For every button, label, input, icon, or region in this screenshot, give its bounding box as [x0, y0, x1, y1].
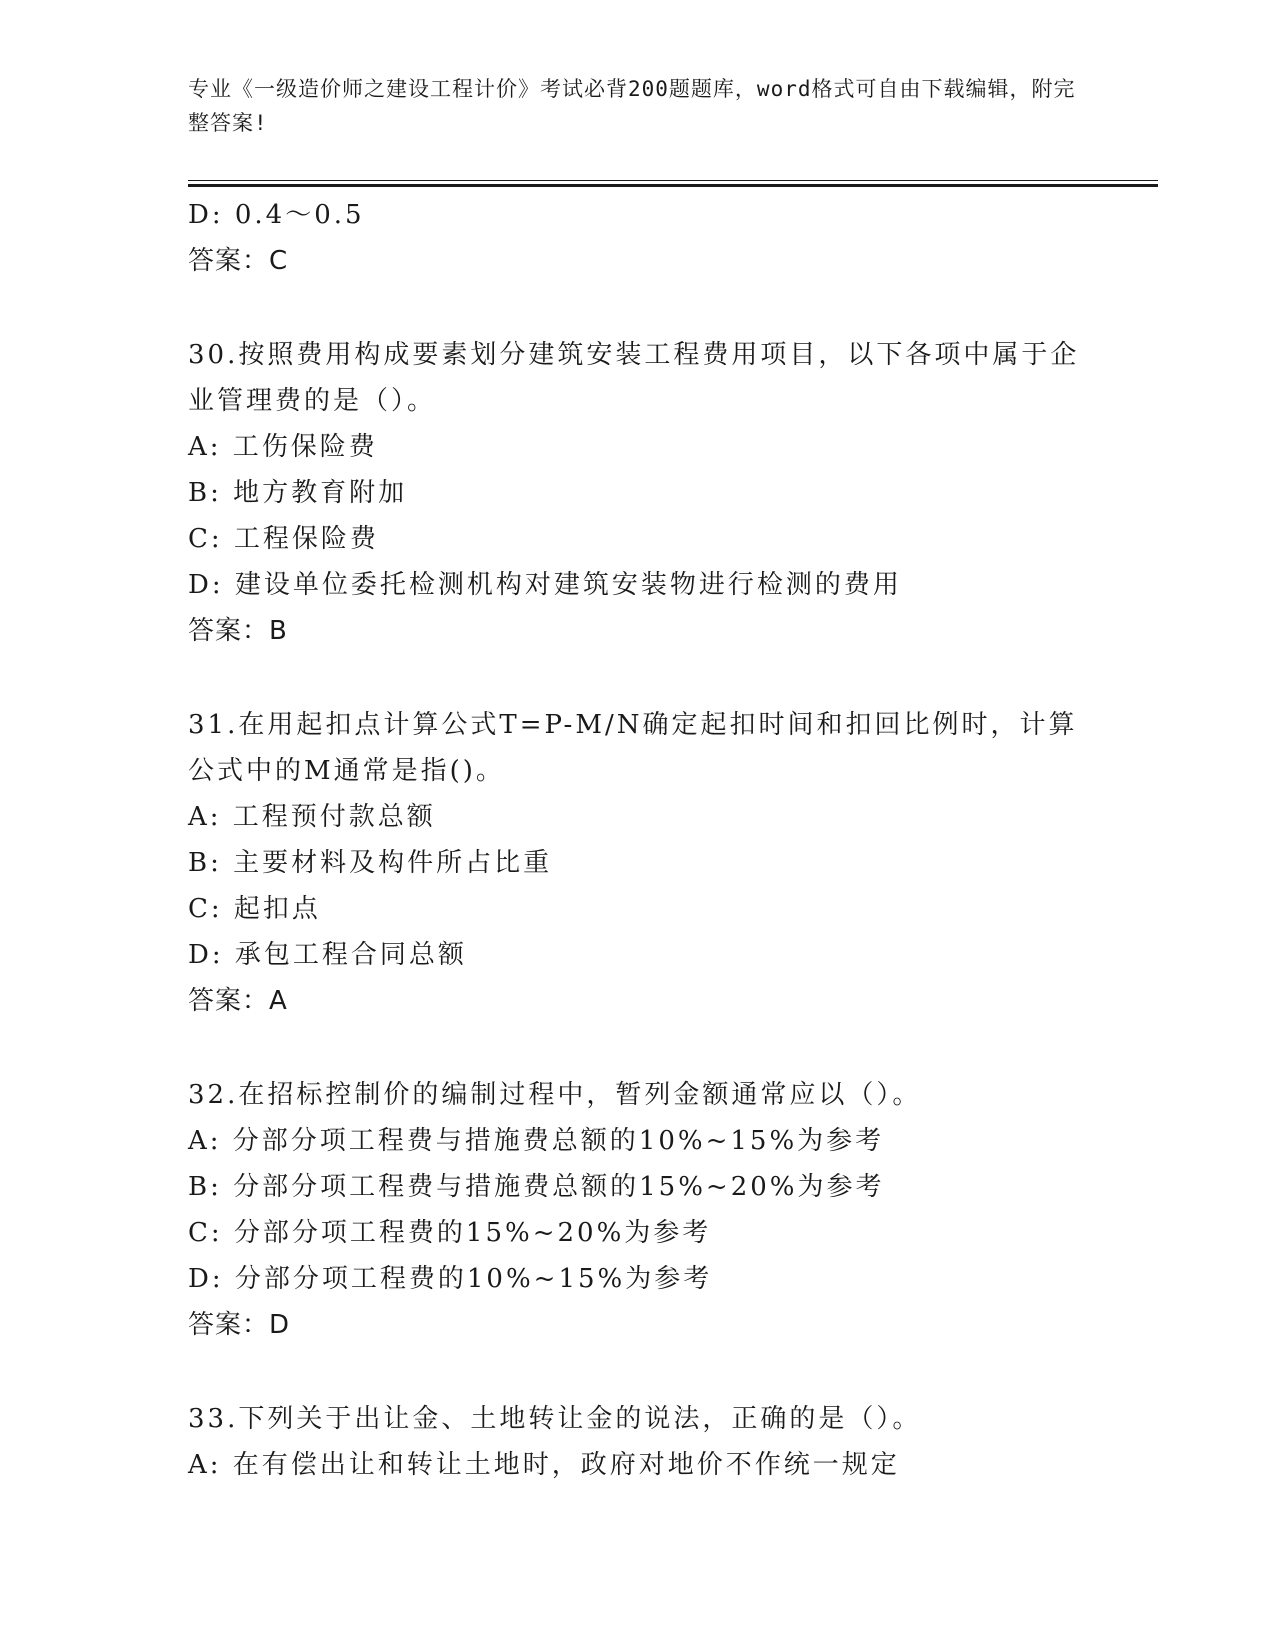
- question-33-text: 33.下列关于出让金、土地转让金的说法，正确的是（）。: [188, 1404, 922, 1434]
- question-30-option-d: D: 建设单位委托检测机构对建筑安装物进行检测的费用: [188, 570, 902, 600]
- question-list: [188, 192, 1088, 1488]
- prev-option-d: D: 0.4～0.5: [188, 200, 365, 230]
- question-32-option-b: B: 分部分项工程费与措施费总额的15%~20%为参考: [188, 1172, 885, 1202]
- question-32-option-a: A: 分部分项工程费与措施费总额的10%~15%为参考: [188, 1126, 885, 1156]
- question-33-option-a: A: 在有偿出让和转让土地时，政府对地价不作统一规定: [188, 1450, 900, 1480]
- spacer: [188, 284, 1088, 332]
- header-divider-thin: [188, 180, 1158, 181]
- question-30-option-a: A: 工伤保险费: [188, 432, 378, 462]
- question-31-option-d: D: 承包工程合同总额: [188, 940, 467, 970]
- question-32-option-d: D: 分部分项工程费的10%~15%为参考: [188, 1264, 713, 1294]
- spacer: [188, 654, 1088, 702]
- question-31-text: 31.在用起扣点计算公式T=P-M/N确定起扣时间和扣回比例时，计算公式中的M通常是指()。: [188, 710, 1078, 786]
- question-31-option-a: A: 工程预付款总额: [188, 802, 436, 832]
- prev-answer: 答案：C: [188, 246, 289, 276]
- spacer: [188, 1024, 1088, 1072]
- question-32-option-c: C: 分部分项工程费的15%~20%为参考: [188, 1218, 712, 1248]
- page-header: 专业《一级造价师之建设工程计价》考试必背200题题库，word格式可自由下载编辑，附完整答案!: [188, 77, 1076, 135]
- question-31-answer: 答案：A: [188, 986, 288, 1016]
- question-30-option-c: C: 工程保险费: [188, 524, 379, 554]
- question-30-answer: 答案：B: [188, 616, 288, 646]
- question-30-option-b: B: 地方教育附加: [188, 478, 408, 508]
- question-30-text: 30.按照费用构成要素划分建筑安装工程费用项目，以下各项中属于企业管理费的是（）。: [188, 340, 1080, 416]
- question-31-option-c: C: 起扣点: [188, 894, 321, 924]
- question-32-text: 32.在招标控制价的编制过程中，暂列金额通常应以（）。: [188, 1080, 922, 1110]
- header-divider-thick: [188, 184, 1158, 187]
- spacer: [188, 1348, 1088, 1396]
- question-32-answer: 答案：D: [188, 1310, 291, 1340]
- question-31-option-b: B: 主要材料及构件所占比重: [188, 848, 553, 878]
